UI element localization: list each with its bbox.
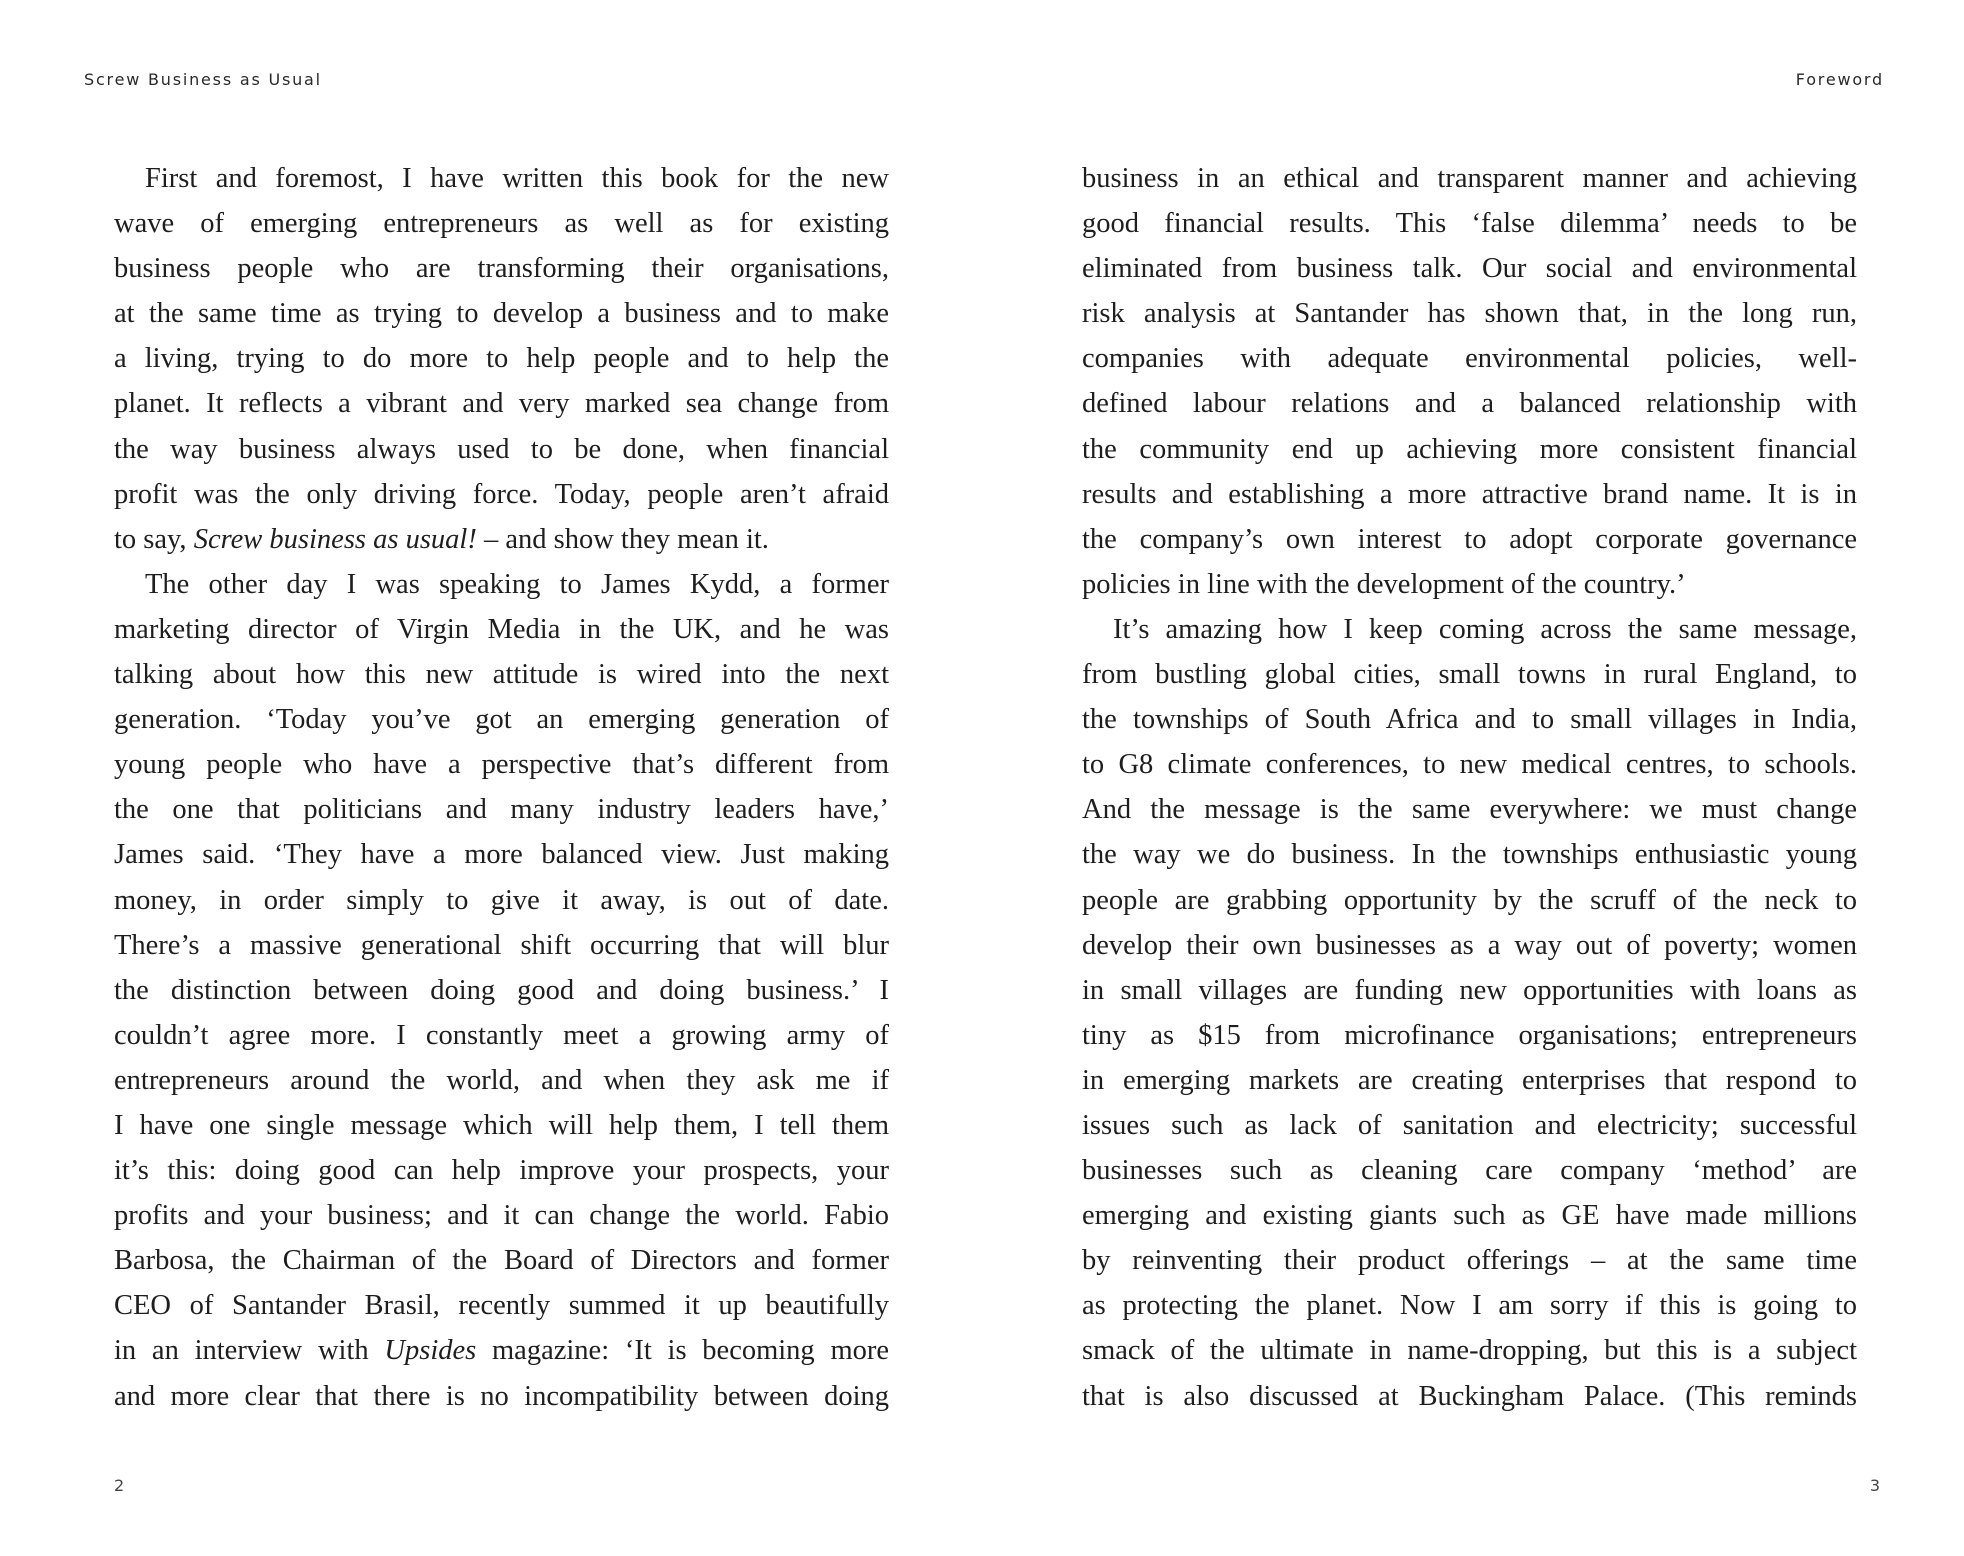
text-line: business in an ethical and transparent manner and achieving: [1082, 163, 1857, 194]
text-line: people are grabbing opportunity by the scruff of the neck to: [1082, 884, 1857, 916]
text-fragment: – and show they mean it.: [483, 523, 769, 555]
text-line: money, in order simply to give it away, is out of date.: [114, 884, 889, 916]
text-line: that is also discussed at Buckingham Palace. (This reminds: [1082, 1380, 1857, 1412]
text-line: develop their own businesses as a way out of poverty; women: [1082, 929, 1857, 961]
text-line: the distinction between doing good and doing business.’ I: [114, 974, 889, 1006]
text-line: the way business always used to be done, when financial: [114, 433, 889, 465]
text-line: issues such as lack of sanitation and electricity; successful: [1082, 1109, 1857, 1141]
text-line: smack of the ultimate in name-dropping, but this is a subject: [1082, 1335, 1857, 1367]
text-line: CEO of Santander Brasil, recently summed it up beautifully: [114, 1290, 889, 1322]
right-body-text: [1082, 156, 1857, 1419]
text-line: couldn’t agree more. I constantly meet a growing army of: [114, 1019, 889, 1051]
text-line: a living, trying to do more to help people and to help the: [114, 343, 889, 375]
text-line: wave of emerging entrepreneurs as well as for existing: [114, 208, 889, 240]
text-line: [114, 1328, 889, 1373]
text-line: The other day I was speaking to James Kydd, a former: [145, 568, 889, 600]
text-line: There’s a massive generational shift occurring that will blur: [114, 929, 889, 961]
text-line: young people who have a perspective that’s different from: [114, 749, 889, 781]
text-line: defined labour relations and a balanced relationship with: [1082, 388, 1857, 420]
text-line: policies in line with the development of the country.’: [1082, 568, 1686, 600]
text-fragment: in an interview with: [114, 1335, 369, 1367]
text-line: businesses such as cleaning care company ‘method’ are: [1082, 1155, 1857, 1187]
page-number-right: 3: [1869, 1476, 1880, 1495]
running-head-book-title: Screw Business as Usual: [84, 70, 322, 89]
text-fragment: magazine: ‘It is becoming more: [492, 1335, 889, 1367]
page-number-left: 2: [114, 1476, 125, 1495]
text-line: entrepreneurs around the world, and when they ask me if: [114, 1064, 889, 1096]
italic-magazine-title: Upsides: [384, 1335, 477, 1367]
right-page: [982, 0, 1964, 1556]
text-line: and more clear that there is no incompatibility between doing: [114, 1380, 889, 1412]
text-line: in small villages are funding new opportunities with loans as: [1082, 974, 1857, 1006]
text-line: the company’s own interest to adopt corporate governance: [1082, 523, 1857, 555]
text-line: It’s amazing how I keep coming across the same message,: [1113, 613, 1857, 645]
text-line: planet. It reflects a vibrant and very marked sea change from: [114, 388, 889, 420]
text-line: the townships of South Africa and to small villages in India,: [1082, 704, 1857, 736]
text-line: talking about how this new attitude is wired into the next: [114, 659, 889, 691]
text-line: James said. ‘They have a more balanced view. Just making: [114, 839, 889, 871]
text-line: the one that politicians and many industry leaders have,’: [114, 794, 889, 826]
text-line: it’s this: doing good can help improve your prospects, your: [114, 1155, 889, 1187]
text-line: profits and your business; and it can change the world. Fabio: [114, 1200, 889, 1232]
text-line: in emerging markets are creating enterprises that respond to: [1082, 1064, 1857, 1096]
text-line: results and establishing a more attractive brand name. It is in: [1082, 478, 1857, 510]
text-line: the way we do business. In the townships enthusiastic young: [1082, 839, 1857, 871]
text-line: to G8 climate conferences, to new medical centres, to schools.: [1082, 749, 1857, 781]
text-line: Barbosa, the Chairman of the Board of Directors and former: [114, 1245, 889, 1277]
text-line: from bustling global cities, small towns in rural England, to: [1082, 659, 1857, 691]
text-line: emerging and existing giants such as GE have made millions: [1082, 1200, 1857, 1232]
text-line: profit was the only driving force. Today, people aren’t afraid: [114, 478, 889, 510]
text-line: the community end up achieving more consistent financial: [1082, 433, 1857, 465]
text-line: I have one single message which will help them, I tell them: [114, 1109, 889, 1141]
text-line: at the same time as trying to develop a business and to make: [114, 298, 889, 330]
text-line: tiny as $15 from microfinance organisations; entrepreneurs: [1082, 1019, 1857, 1051]
text-line: as protecting the planet. Now I am sorry if this is going to: [1082, 1290, 1857, 1322]
text-line: eliminated from business talk. Our social and environmental: [1082, 253, 1857, 285]
text-line: good financial results. This ‘false dilemma’ needs to be: [1082, 208, 1857, 240]
running-head-chapter-title: Foreword: [1795, 70, 1884, 89]
text-fragment: to say,: [114, 523, 187, 555]
text-line: companies with adequate environmental policies, well-: [1082, 343, 1857, 375]
text-line: First and foremost, I have written this book for the new: [145, 163, 889, 194]
text-line: business people who are transforming their organisations,: [114, 253, 889, 285]
text-line: And the message is the same everywhere: we must change: [1082, 794, 1857, 826]
text-line: risk analysis at Santander has shown that, in the long run,: [1082, 298, 1857, 330]
italic-phrase: Screw business as usual!: [193, 523, 477, 555]
text-line: generation. ‘Today you’ve got an emerging generation of: [114, 704, 889, 736]
text-line: by reinventing their product offerings – at the same time: [1082, 1245, 1857, 1277]
text-line: [114, 517, 889, 562]
text-line: marketing director of Virgin Media in the UK, and he was: [114, 613, 889, 645]
left-body-text: [114, 156, 889, 1419]
